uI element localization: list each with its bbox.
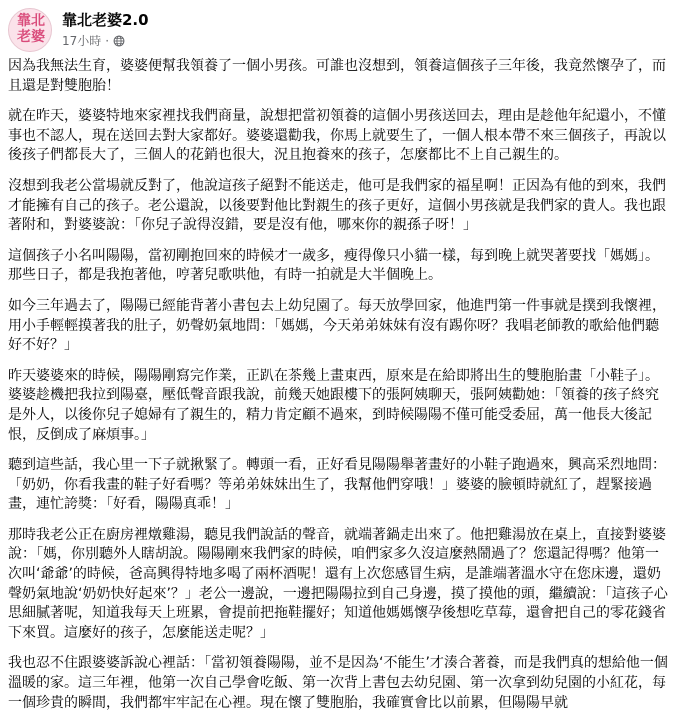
- post-meta: [62, 33, 125, 49]
- meta-separator: ·: [105, 34, 110, 48]
- post-paragraph: 就在昨天，婆婆特地來家裡找我們商量，說想把當初領養的這個小男孩送回去，理由是趁他年紀還小，不懂事也不認人，現在送回去對大家都好。婆婆還勸我，你馬上就要生了，一個人根本帶不來三個孩子，再說以後孩子們都長大了，三個人的花銷也很大，況且抱養來的孩子，怎麼都比不上自己親生的。: [8, 108, 666, 164]
- post-paragraph: 昨天婆婆來的時候，陽陽剛寫完作業，正趴在茶幾上畫東西，原來是在給即將出生的雙胞胎畫「小鞋子」。婆婆趁機把我拉到陽臺，壓低聲音跟我說，前幾天她跟樓下的張阿姨聊天，張阿姨勸她：「領養的孩子終究是外人，以後你兒子媳婦有了親生的，精力肯定顧不過來，到時候陽陽不僅可能受委屈，萬一他長大後記恨，反倒成了麻煩事。」: [8, 367, 659, 443]
- post-paragraph: 那時我老公正在廚房裡燉雞湯，聽見我們說話的聲音，就端著鍋走出來了。他把雞湯放在桌上，直接對婆婆說：「媽，你別聽外人瞎胡說。陽陽剛來我們家的時候，咱們家多久沒這麼熱鬧過了？您還記得嗎？他第一次叫‘爺爺’的時候，爸高興得特地多喝了兩杯酒呢！還有上次您感冒生病，是誰端著溫水守在您床邊，還奶聲奶氣地說‘奶奶快好起來’？」老公一邊說，一邊把陽陽拉到自己身邊，摸了摸他的頭，繼續說：「這孩子心思細膩著呢，知道我每天上班累，會提前把拖鞋擺好；知道他媽媽懷孕後想吃草莓，還會把自己的零花錢省下來買。這麼好的孩子，怎麼能送走呢？」: [8, 526, 668, 641]
- avatar-logo-text: 靠北: [17, 13, 45, 29]
- post-body: [8, 57, 668, 724]
- avatar-logo-text: 老婆: [17, 29, 45, 45]
- post-paragraph: 這個孩子小名叫陽陽，當初剛抱回來的時候才一歲多，瘦得像只小貓一樣，每到晚上就哭著要找「媽媽」。那些日子，都是我抱著他，哼著兒歌哄他，有時一拍就是大半個晚上。: [8, 247, 659, 284]
- post-timestamp[interactable]: 17小時: [62, 34, 102, 48]
- post-paragraph: 因為我無法生育，婆婆便幫我領養了一個小男孩。可誰也沒想到，領養這個孩子三年後，我竟然懷孕了，而且還是對雙胞胎！: [8, 58, 666, 94]
- post-header: [8, 8, 668, 52]
- avatar[interactable]: [8, 8, 52, 52]
- post-paragraph: 我也忍不住跟婆婆訴說心裡話：「當初領養陽陽，並不是因為‘不能生’才湊合著養，而是我們真的想給他一個溫暖的家。這三年裡，他第一次自己學會吃飯、第一次背上書包去幼兒園、第一次拿到幼兒園的小紅花，每一個珍貴的瞬間，我們都牢牢記在心裡。現在懷了雙胞胎，我確實會比以前累，但陽陽早就: [8, 655, 668, 711]
- post-paragraph: 聽到這些話，我心里一下子就揪緊了。轉頭一看，正好看見陽陽舉著畫好的小鞋子跑過來，興高采烈地問：「奶奶，你看我畫的鞋子好看嗎？等弟弟妹妹出生了，我幫他們穿哦！」婆婆的臉頓時就紅了，趕緊接過畫，連忙誇獎：「好看，陽陽真乖！」: [8, 457, 666, 513]
- post-paragraph: 如今三年過去了，陽陽已經能背著小書包去上幼兒園了。每天放學回家，他進門第一件事就是撲到我懷裡，用小手輕輕摸著我的肚子，奶聲奶氣地問：「媽媽，今天弟弟妹妹有沒有踢你呀？我唱老師教的歌給他們聽好不好？」: [8, 297, 666, 354]
- post-paragraph: 沒想到我老公當場就反對了，他說這孩子絕對不能送走，他可是我們家的福星啊！正因為有他的到來，我們才能擁有自己的孩子。老公還說，以後要對他比對親生的孩子更好，這個小男孩就是我們家的貴人。我也跟著附和，對婆婆說：「你兒子說得沒錯，要是沒有他，哪來你的親孫子呀！」: [8, 177, 666, 234]
- page-name-link[interactable]: 靠北老婆2.0: [62, 11, 149, 29]
- globe-icon[interactable]: [113, 35, 125, 47]
